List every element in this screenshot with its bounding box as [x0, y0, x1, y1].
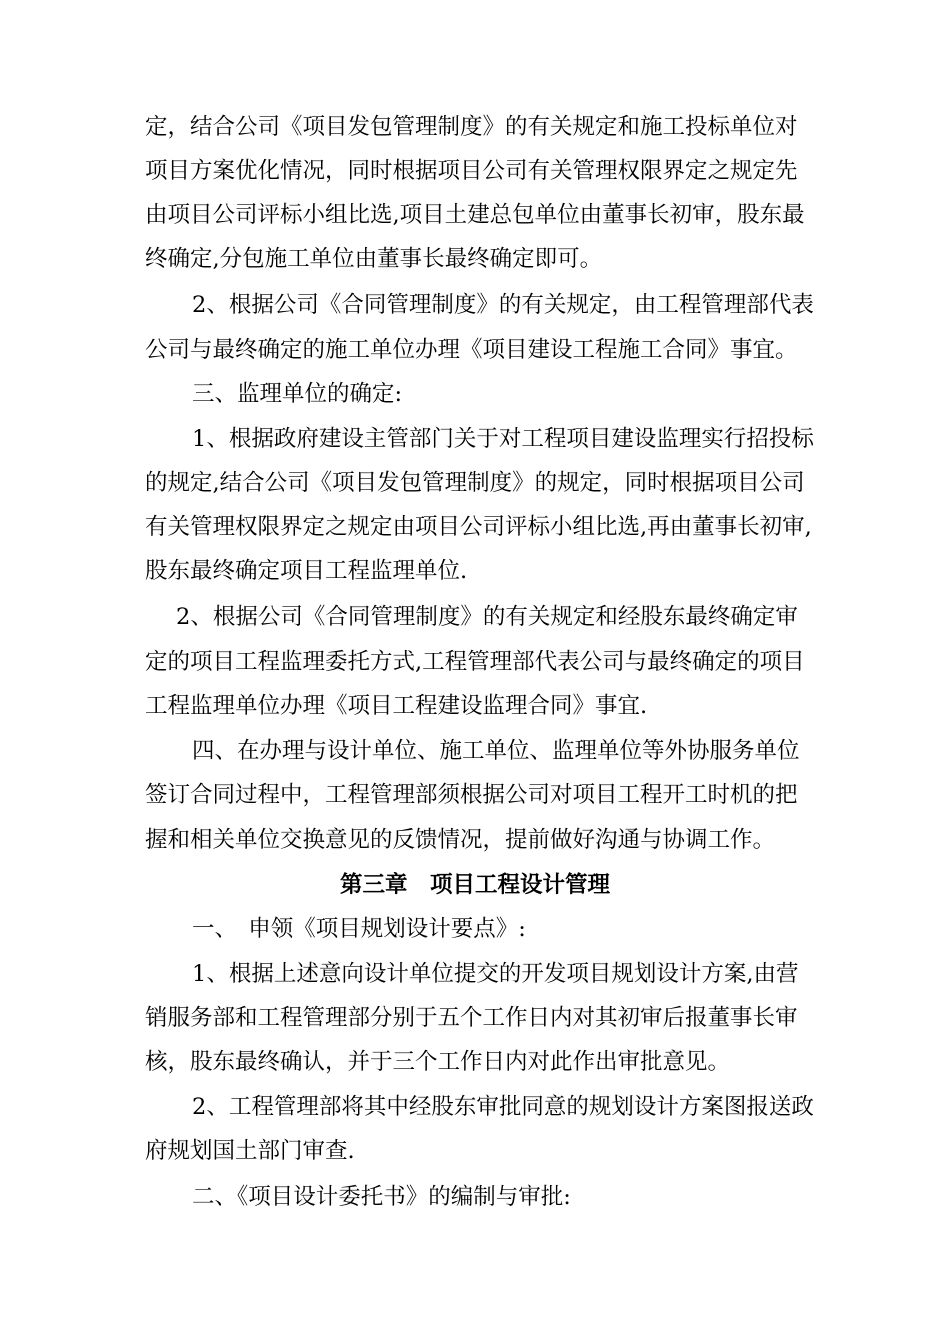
paragraph-line: 定的项目工程监理委托方式,工程管理部代表公司与最终确定的项目	[145, 649, 805, 675]
section-heading: 三、监理单位的确定:	[192, 381, 403, 407]
paragraph-line: 销服务部和工程管理部分别于五个工作日内对其初审后报董事长审	[145, 1005, 798, 1031]
paragraph-line: 项目方案优化情况，同时根据项目公司有关管理权限界定之规定先	[145, 158, 798, 184]
paragraph-line: 定，结合公司《项目发包管理制度》的有关规定和施工投标单位对	[145, 114, 798, 140]
paragraph-line: 2、根据公司《合同管理制度》的有关规定，由工程管理部代表	[192, 292, 814, 318]
paragraph-line: 府规划国土部门审查.	[145, 1138, 355, 1164]
paragraph-line: 握和相关单位交换意见的反馈情况，提前做好沟通与协调工作。	[145, 827, 776, 853]
paragraph-line: 1、根据政府建设主管部门关于对工程项目建设监理实行招投标	[192, 426, 814, 452]
paragraph-line: 四、在办理与设计单位、施工单位、监理单位等外协服务单位	[192, 738, 800, 764]
chapter-heading: 第三章 项目工程设计管理	[339, 872, 610, 898]
section-heading: 二、《项目设计委托书》的编制与审批:	[192, 1184, 571, 1210]
paragraph-line: 的规定,结合公司《项目发包管理制度》的规定，同时根据项目公司	[145, 470, 805, 496]
paragraph-line: 2、工程管理部将其中经股东审批同意的规划设计方案图报送政	[192, 1094, 814, 1120]
paragraph-line: 核，股东最终确认，并于三个工作日内对此作出审批意见。	[145, 1049, 731, 1075]
section-heading: 一、 申领《项目规划设计要点》:	[192, 916, 526, 942]
paragraph-line: 有关管理权限界定之规定由项目公司评标小组比选,再由董事长初审,	[145, 514, 812, 540]
paragraph-line: 2、根据公司《合同管理制度》的有关规定和经股东最终确定审	[176, 604, 798, 630]
paragraph-line: 公司与最终确定的施工单位办理《项目建设工程施工合同》事宜。	[145, 337, 798, 363]
paragraph-line: 由项目公司评标小组比选,项目土建总包单位由董事长初审，股东最	[145, 202, 805, 228]
paragraph-line: 1、根据上述意向设计单位提交的开发项目规划设计方案,由营	[192, 961, 799, 987]
paragraph-line: 签订合同过程中，工程管理部须根据公司对项目工程开工时机的把	[145, 782, 798, 808]
paragraph-line: 工程监理单位办理《项目工程建设监理合同》事宜.	[145, 693, 648, 719]
paragraph-line: 股东最终确定项目工程监理单位.	[145, 558, 468, 584]
paragraph-line: 终确定,分包施工单位由董事长最终确定即可。	[145, 246, 603, 272]
